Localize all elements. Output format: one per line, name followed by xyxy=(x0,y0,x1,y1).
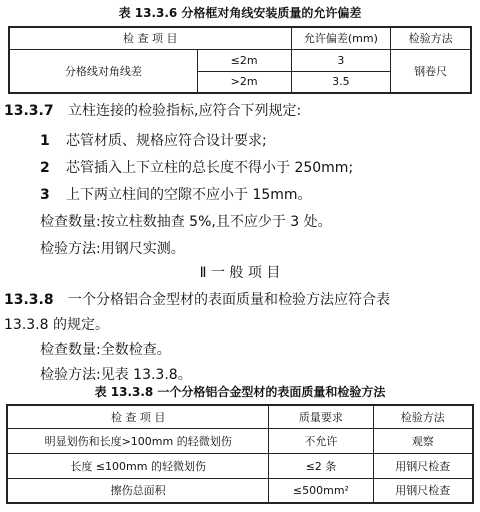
section-heading: Ⅱ 一 般 项 目 xyxy=(199,265,281,281)
table2-method: 用钢尺检查 xyxy=(373,478,473,503)
inspection-method: 检验方法:见表 13.3.8。 xyxy=(40,367,192,383)
table2-item: 长度 ≤100mm 的轻微划伤 xyxy=(7,453,269,478)
table2-header-method: 检验方法 xyxy=(373,405,473,428)
table2-requirement: ≤2 条 xyxy=(269,453,373,478)
table2-method: 用钢尺检查 xyxy=(373,453,473,478)
table-row xyxy=(7,428,473,453)
clause-text: 立柱连接的检验指标,应符合下列规定: xyxy=(68,103,302,119)
inspection-method: 检验方法:用钢尺实测。 xyxy=(40,241,185,257)
clause-13-3-7 xyxy=(4,100,301,120)
inspection-quantity: 检查数量:按立柱数抽查 5%,且不应少于 3 处。 xyxy=(40,214,332,230)
table1-deviation: 3.5 xyxy=(291,71,391,93)
list-item xyxy=(40,130,267,150)
table1-header-item: 检 查 项 目 xyxy=(9,27,291,49)
table-row xyxy=(7,478,473,503)
table2-method: 观察 xyxy=(373,428,473,453)
list-item-number: 2 xyxy=(40,160,50,176)
list-item xyxy=(40,157,353,177)
table-13-3-6 xyxy=(8,26,472,94)
table1-header-method: 检验方法 xyxy=(391,27,471,49)
table2-requirement: 不允许 xyxy=(269,428,373,453)
list-item-text: 芯管材质、规格应符合设计要求; xyxy=(66,133,267,149)
list-item-text: 上下两立柱间的空隙不应小于 15mm。 xyxy=(66,187,312,203)
list-item-number: 3 xyxy=(40,187,50,203)
table1-header-deviation: 允许偏差(mm) xyxy=(291,27,391,49)
list-item-text: 芯管插入上下立柱的总长度不得小于 250mm; xyxy=(66,160,354,176)
table2-header-requirement: 质量要求 xyxy=(269,405,373,428)
list-item xyxy=(40,184,312,204)
table2-header-item: 检 查 项 目 xyxy=(7,405,269,428)
table1-item: 分格线对角线差 xyxy=(9,49,197,93)
inspection-quantity: 检查数量:全数检查。 xyxy=(40,342,171,358)
clause-13-3-8 xyxy=(4,289,390,309)
table2-item: 明显划伤和长度>100mm 的轻微划伤 xyxy=(7,428,269,453)
clause-text-continued: 13.3.8 的规定。 xyxy=(4,317,109,333)
table-row xyxy=(7,453,473,478)
table1-range: >2m xyxy=(197,71,291,93)
table1-deviation: 3 xyxy=(291,49,391,71)
table2-item: 擦伤总面积 xyxy=(7,478,269,503)
clause-number: 13.3.8 xyxy=(4,292,54,308)
list-item-number: 1 xyxy=(40,133,50,149)
table1-method: 钢卷尺 xyxy=(391,49,471,93)
table-13-3-8-caption: 表 13.3.8 一个分格铝合金型材的表面质量和检验方法 xyxy=(94,385,386,399)
table-13-3-8 xyxy=(6,404,474,504)
clause-text: 一个分格铝合金型材的表面质量和检验方法应符合表 xyxy=(68,292,390,308)
clause-number: 13.3.7 xyxy=(4,103,54,119)
table-13-3-6-caption: 表 13.3.6 分格框对角线安装质量的允许偏差 xyxy=(118,6,362,20)
table2-requirement: ≤500mm² xyxy=(269,478,373,503)
table1-range: ≤2m xyxy=(197,49,291,71)
